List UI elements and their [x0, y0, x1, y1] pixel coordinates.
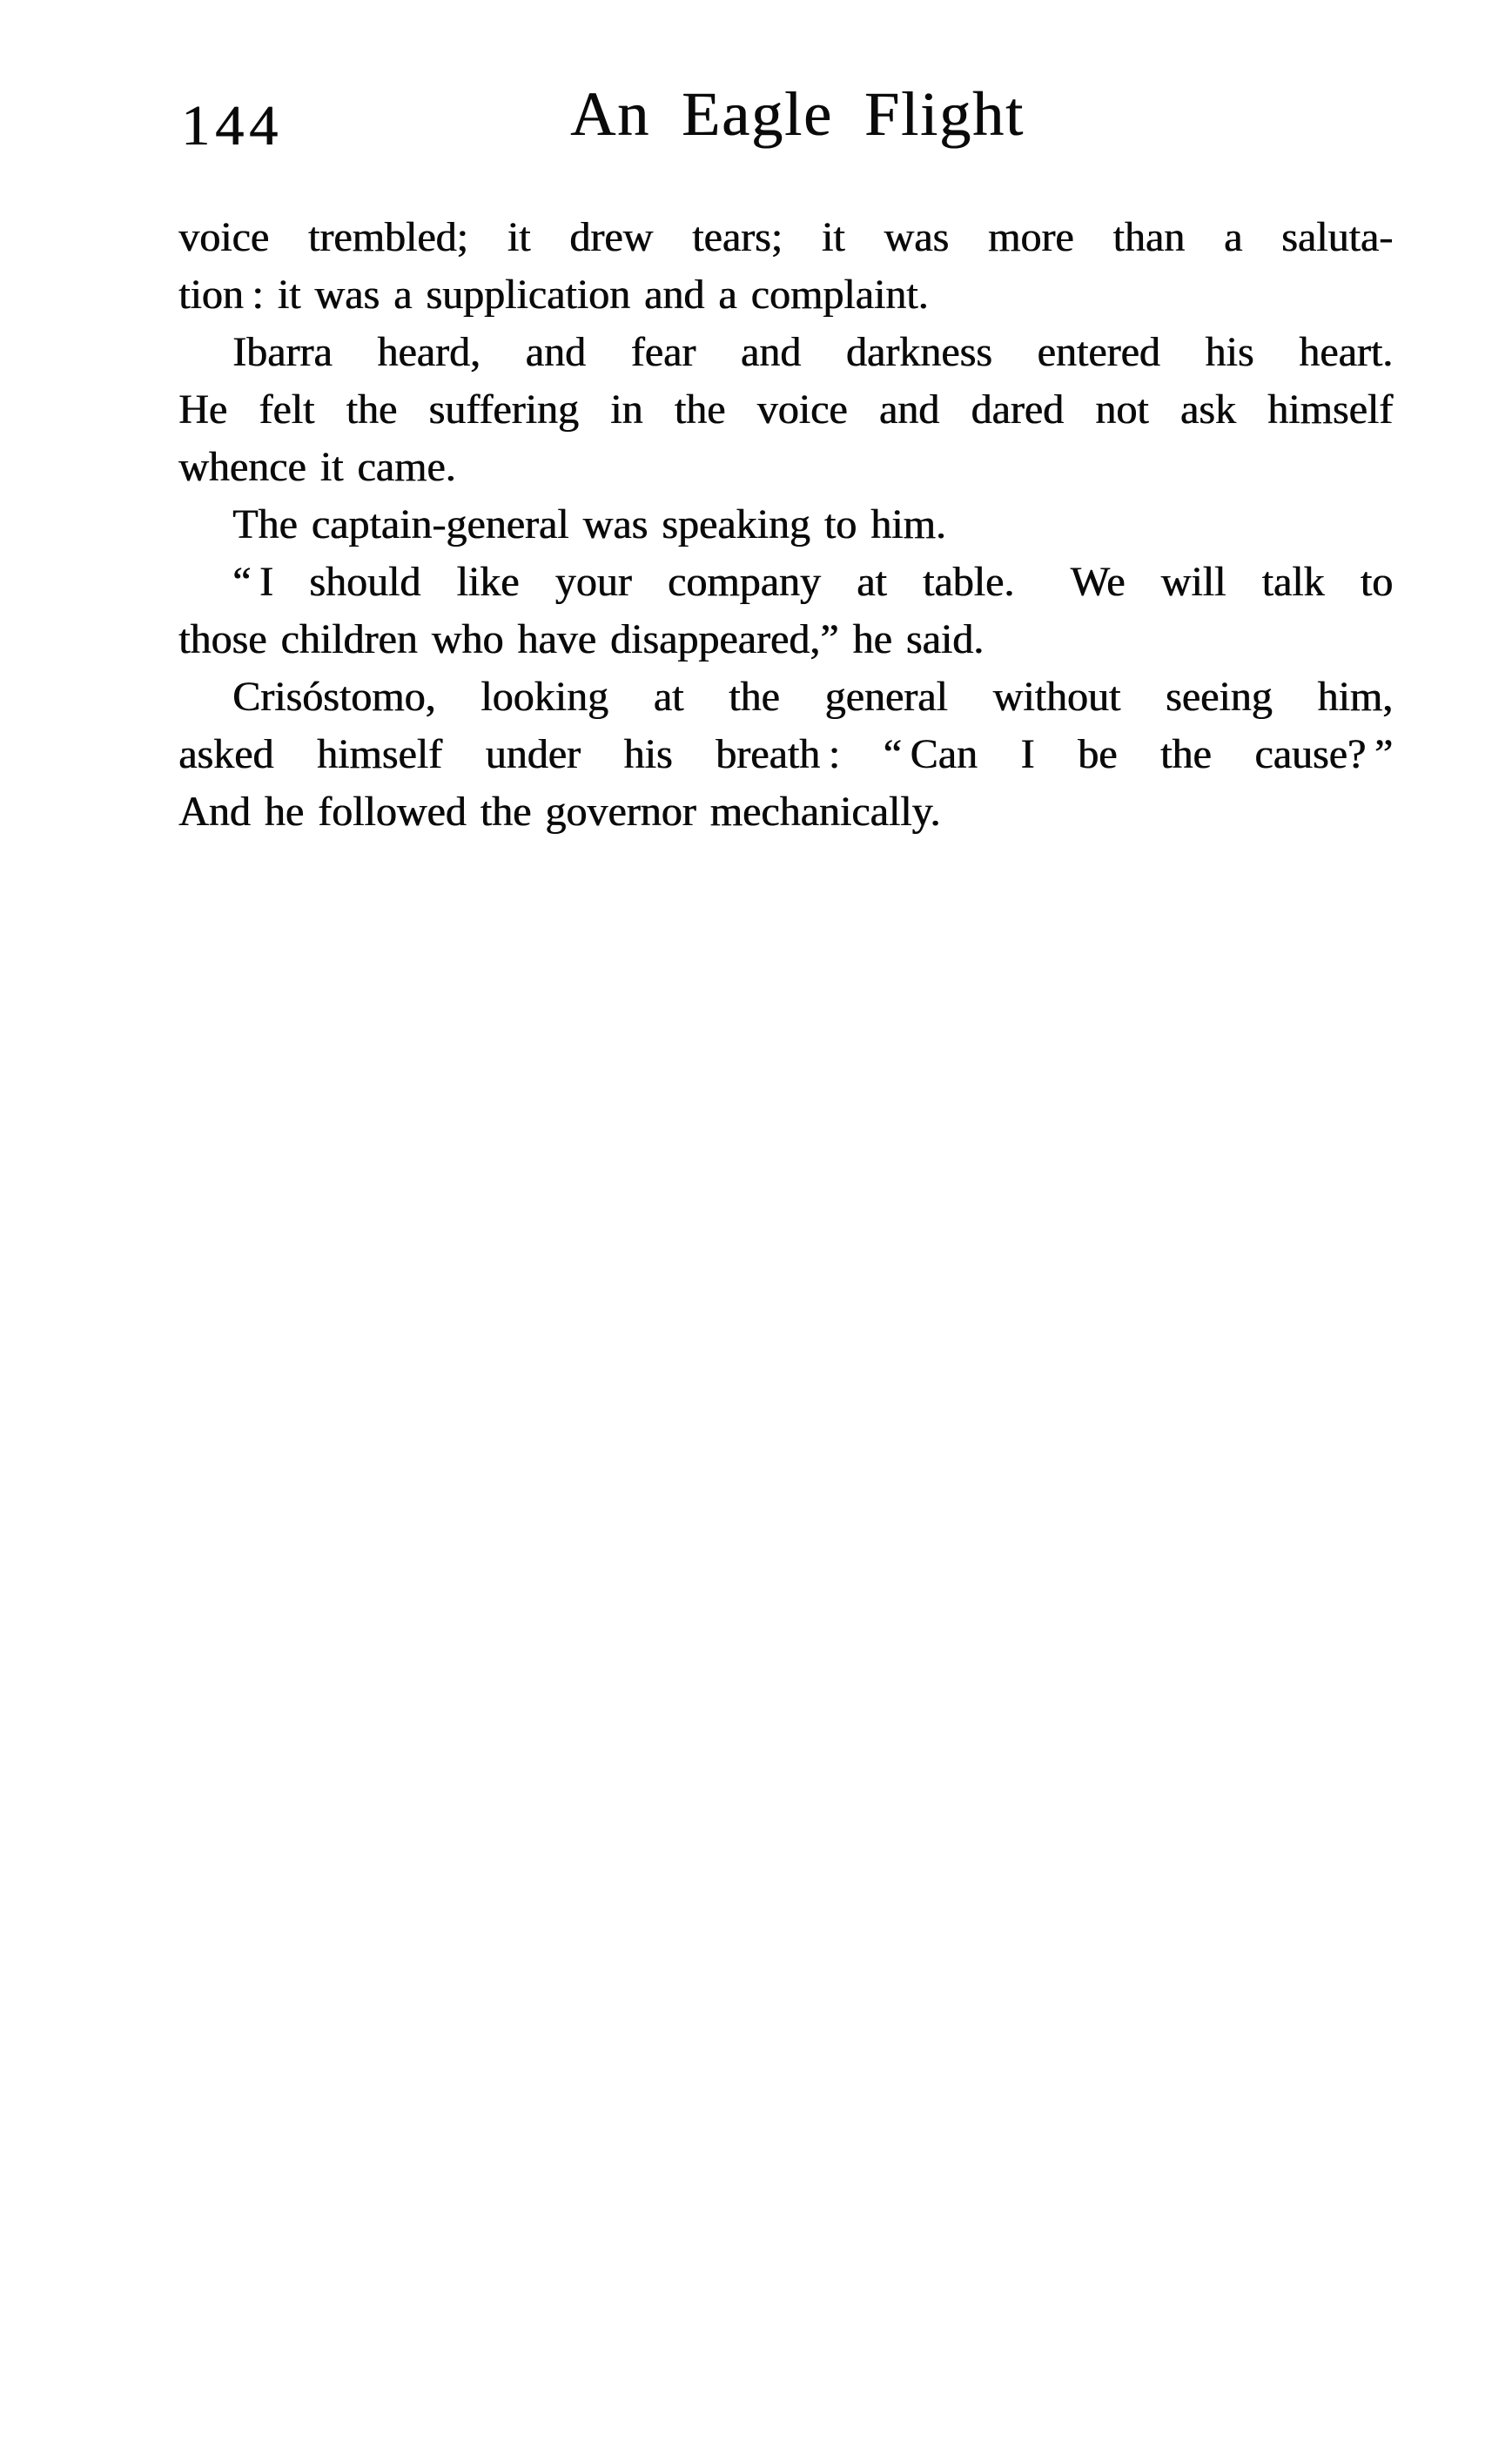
text-line: The captain-general was speaking to him.	[232, 501, 946, 547]
text-line: He felt the suffering in the voice and dared not ask himself	[178, 386, 1393, 433]
text-line: whence it came.	[178, 444, 456, 490]
page-header	[0, 0, 1512, 200]
text-line: “ I should like your company at table. We will talk to	[232, 559, 1393, 605]
text-line: And he followed the governor mechanically.	[178, 789, 941, 835]
running-title: An Eagle Flight	[570, 79, 1025, 149]
body-text	[178, 209, 1393, 841]
text-line: asked himself under his breath : “ Can I be the cause? ”	[178, 731, 1393, 777]
page-number: 144	[181, 94, 283, 158]
text-line: those children who have disappeared,” he said.	[178, 616, 984, 662]
text-line: Crisóstomo, looking at the general without seeing him,	[232, 674, 1393, 720]
text-line: Ibarra heard, and fear and darkness entered his heart.	[232, 329, 1393, 375]
text-line: tion : it was a supplication and a complaint.	[178, 272, 929, 318]
text-line: voice trembled; it drew tears; it was more than a saluta-	[178, 214, 1393, 260]
